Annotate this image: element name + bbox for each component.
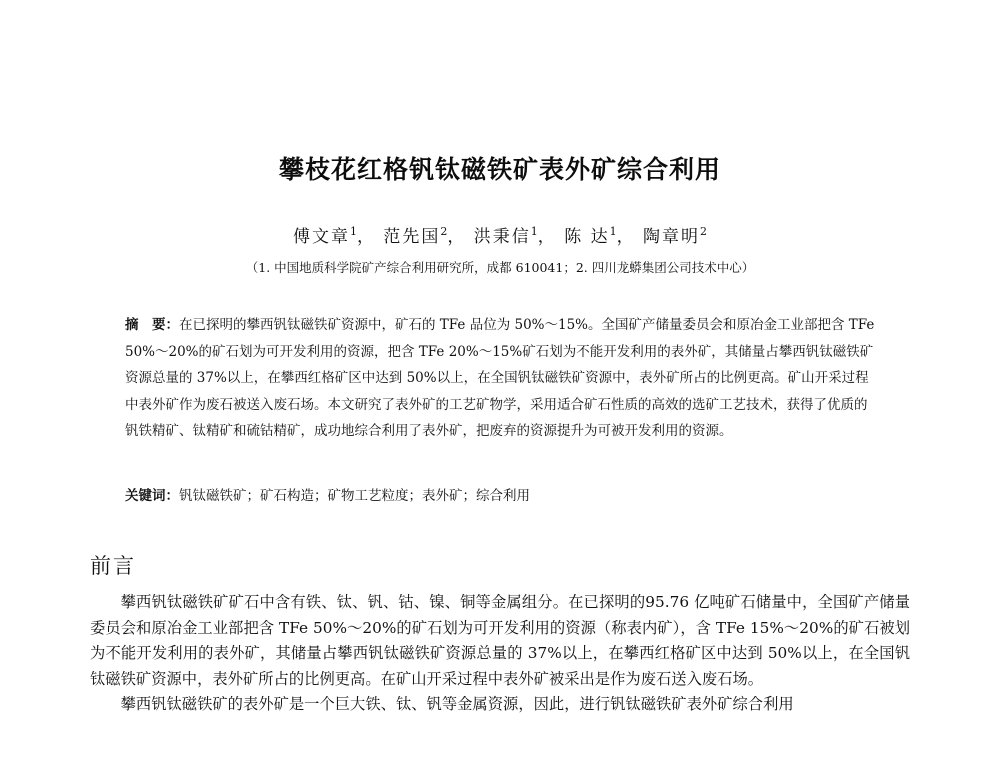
section-heading: 前言 — [90, 554, 136, 578]
author: 陶章明$^2$ — [643, 225, 708, 247]
author: 洪秉信$^1$， — [473, 225, 557, 247]
abstract — [125, 312, 880, 445]
author: 范先国$^2$， — [383, 225, 467, 247]
author: 陈 达$^1$， — [564, 225, 636, 247]
keywords-text: 钒钛磁铁矿；矿石构造；矿物工艺粒度；表外矿；综合利用 — [179, 488, 530, 504]
paper-title: 攀枝花红格钒钛磁铁矿表外矿综合利用 — [278, 155, 721, 184]
abstract-text: 在已探明的攀西钒钛磁铁矿资源中，矿石的 TFe 品位为 50%～15%。全国矿产储量委员会和原冶金工业部把含 TFe 50%～20%的矿石划为可开发利用的资源，把含 TFe 20%～15%矿石划为不能开发利用的表外矿，其储量占攀西钒钛磁铁矿资源总量的 37%以上，在攀西红格矿区中达到 50%以上，在全国钒钛磁铁矿资源中，表外矿所占的比例更高。矿山开采过程中表外矿作为废石被送入废石场。本文研究了表外矿的工艺矿物学，采用适合矿石性质的高效的选矿工艺技术，获得了优质的钒铁精矿、钛精矿和硫钴精矿，成功地综合利用了表外矿，把废弃的资源提升为可被开发利用的资源。 — [125, 317, 875, 439]
author: 傅文章$^1$， — [292, 225, 376, 247]
keywords — [125, 484, 880, 504]
abstract-label: 摘 要： — [125, 317, 179, 333]
keywords-label: 关键词： — [125, 488, 179, 504]
affiliation: （1. 中国地质科学院矿产综合利用研究所，成都 610041；2. 四川龙蟒集团公司技术中心） — [245, 260, 755, 275]
body-text — [90, 590, 910, 718]
author-list — [0, 222, 1000, 247]
body-paragraph: 攀西钒钛磁铁矿的表外矿是一个巨大铁、钛、钒等金属资源，因此，进行钒钛磁铁矿表外矿综合利用 — [120, 695, 794, 714]
body-paragraph: 攀西钒钛磁铁矿矿石中含有铁、钛、钒、钴、镍、铜等金属组分。在已探明的95.76 亿吨矿石储量中，全国矿产储量委员会和原冶金工业部把含 TFe 50%～20%的矿石划为可开发利用的资源（称表内矿），含 TFe 15%～20%的矿石被划为不能开发利用的表外矿，其储量占攀西钒钛磁铁矿资源总量的 37%以上，在攀西红格矿区中达到 50%以上，在全国钒钛磁铁矿资源中，表外矿所占的比例更高。在矿山开采过程中表外矿被采出是作为废石送入废石场。 — [90, 593, 910, 688]
